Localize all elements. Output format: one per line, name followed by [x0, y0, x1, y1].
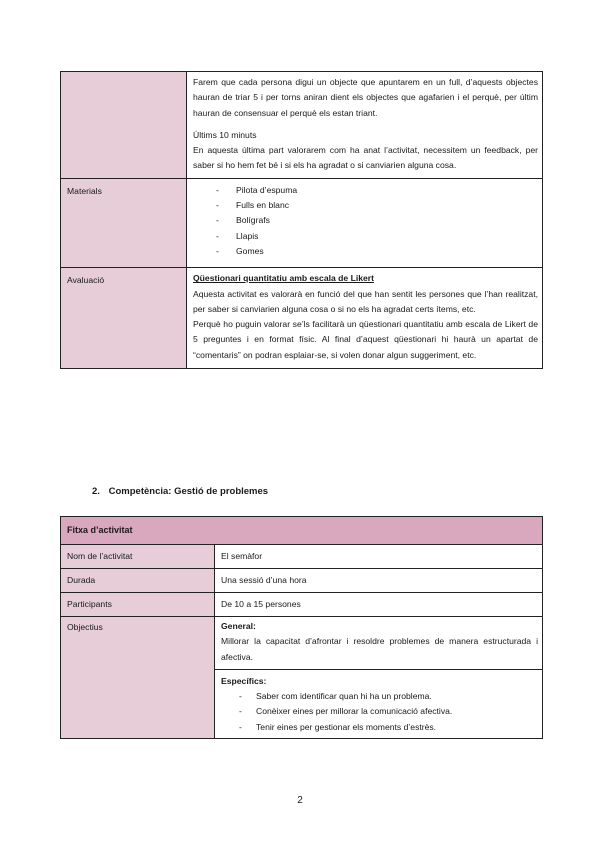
page-number: 2 [297, 795, 303, 806]
section-heading [92, 486, 268, 497]
list-item: - Pilota d’espuma [216, 183, 538, 198]
specific-heading: Específics: [221, 675, 267, 686]
list-item: - Bolígrafs [216, 213, 538, 228]
duration-label: Durada [61, 569, 215, 593]
description-label-cell [61, 72, 187, 179]
duration-value: Una sessió d’una hora [215, 569, 543, 593]
sheet-header: Fitxa d’activitat [61, 517, 543, 545]
participants-value: De 10 a 15 persones [215, 593, 543, 617]
evaluation-paragraph: Perquè ho puguin valorar se’ls facilitarà un qüestionari quantitatiu amb escala de Likert de 5 preguntes i en format físic. Al final d’aquest qüestionari hi haurà un apartat de “comentaris” on podran esplaiar-se, si volen donar algun suggeriment, etc. [193, 319, 538, 360]
general-objective-cell [215, 617, 543, 670]
list-item: - Fulls en blanc [216, 198, 538, 213]
participants-label: Participants [61, 593, 215, 617]
final-minutes-heading: Últims 10 minuts [193, 129, 257, 140]
description-paragraph: Farem que cada persona digui un objecte que apuntarem en un full, d’aquests objectes hauran de triar 5 i per torns aniran dient els objectes que agafarien i el perquè, per últim hauran de consensuar el perquè els estan triant. [193, 77, 538, 118]
list-item: - Tenir eines per gestionar els moments d’estrès. [239, 720, 538, 735]
description-cell [187, 72, 543, 179]
objectives-label: Objectius [61, 617, 215, 739]
activity-sheet-table [60, 516, 543, 739]
evaluation-label: Avaluació [61, 268, 187, 369]
materials-cell [187, 178, 543, 267]
specific-objectives-cell [215, 669, 543, 738]
section-number: 2. [92, 486, 100, 497]
general-heading: General: [221, 621, 256, 631]
materials-row [61, 178, 543, 267]
evaluation-heading: Qüestionari quantitatiu amb escala de Likert [193, 273, 374, 284]
materials-label: Materials [61, 178, 187, 267]
list-item: - Saber com identificar quan hi ha un problema. [239, 689, 538, 704]
final-minutes-paragraph: En aquesta última part valorarem com ha anat l’activitat, necessitem un feedback, per saber si ho hem fet bé i si els ha agradat o si canviarien alguna cosa. [193, 145, 538, 171]
list-item: - Llapis [216, 229, 538, 244]
description-row [61, 72, 543, 179]
evaluation-row [61, 268, 543, 369]
list-item: - Gomes [216, 244, 538, 259]
list-item: - Conèixer eines per millorar la comunicació afectiva. [239, 704, 538, 719]
activity-name-value: El semàfor [215, 545, 543, 569]
general-text: Millorar la capacitat d’afrontar i resoldre problemes de manera estructurada i afectiva. [221, 636, 538, 662]
objectives-general-row [61, 617, 543, 670]
section-title: Competència: Gestió de problemes [108, 486, 269, 497]
materials-list [193, 183, 538, 259]
sheet-header-row [61, 517, 543, 545]
activity-continuation-table [60, 71, 543, 369]
evaluation-cell [187, 268, 543, 369]
table-row [61, 569, 543, 593]
table-row [61, 545, 543, 569]
evaluation-paragraph: Aquesta activitat es valorarà en funció del que han sentit les persones que l’han realitzat, per saber si canviarien alguna cosa o si no els ha agradat certs ítems, etc. [193, 288, 538, 314]
table-row [61, 593, 543, 617]
activity-name-label: Nom de l’activitat [61, 545, 215, 569]
specific-objectives-list [221, 689, 538, 735]
